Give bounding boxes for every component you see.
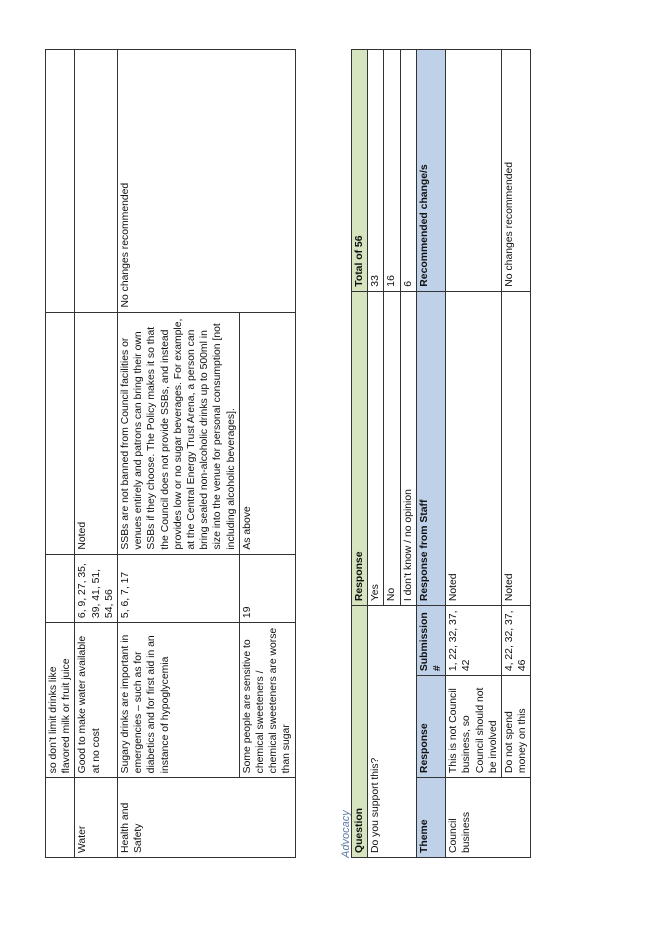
staff-response-cell: Noted bbox=[446, 291, 502, 605]
answer-label: I don’t know / no opinion bbox=[400, 291, 416, 605]
response-column-header: Response bbox=[416, 676, 445, 778]
answer-count: 33 bbox=[368, 50, 384, 292]
theme-cell bbox=[46, 778, 75, 858]
recommended-change-cell: No changes recommended bbox=[502, 50, 531, 292]
response-cell: Sugary drinks are important in emergencies – such as for diabetics and for first aid in an instance of hypoglycemia bbox=[118, 623, 240, 778]
table-row bbox=[46, 50, 75, 858]
response-header: Response bbox=[352, 291, 368, 605]
answer-label: No bbox=[384, 291, 400, 605]
submission-cell: 5, 6, 7, 17 bbox=[118, 554, 240, 622]
table-header-row bbox=[416, 50, 445, 858]
submission-cell bbox=[46, 554, 75, 622]
answer-count: 6 bbox=[400, 50, 416, 292]
recommended-change-cell bbox=[446, 50, 502, 292]
advocacy-table bbox=[351, 49, 531, 858]
response-cell: Good to make water available at no cost bbox=[75, 623, 118, 778]
answer-count: 16 bbox=[384, 50, 400, 292]
staff-response-cell: As above bbox=[239, 312, 295, 554]
theme-header: Theme bbox=[416, 778, 445, 858]
submission-header: Submission # bbox=[416, 606, 445, 676]
response-cell: Do not spend money on this bbox=[502, 676, 531, 778]
table-header-row bbox=[352, 50, 368, 858]
recommended-change-cell: No changes recommended bbox=[118, 50, 296, 313]
recommended-change-cell bbox=[46, 50, 75, 313]
theme-cell: Water bbox=[75, 778, 118, 858]
submission-cell: 4, 22, 32, 37, 46 bbox=[502, 606, 531, 676]
table-row bbox=[446, 50, 502, 858]
staff-response-cell bbox=[46, 312, 75, 554]
submission-cell: 1, 22, 32, 37, 42 bbox=[446, 606, 502, 676]
question-header: Question bbox=[352, 606, 368, 858]
total-header: Total of 56 bbox=[352, 50, 368, 292]
response-cell: Some people are sensitive to chemical sweeteners / chemical sweeteners are worse than sugar bbox=[239, 623, 295, 778]
table-row bbox=[118, 50, 240, 858]
table-row bbox=[502, 50, 531, 858]
submission-cell: 19 bbox=[239, 554, 295, 622]
response-cell: so don’t limit drinks like flavored milk or fruit juice bbox=[46, 623, 75, 778]
submissions-table bbox=[45, 49, 296, 858]
staff-response-header: Response from Staff bbox=[416, 291, 445, 605]
recommended-change-header: Recommended change/s bbox=[416, 50, 445, 292]
staff-response-cell: SSBs are not banned from Council facilities or venues entirely and patrons can bring their own SSBs if they choose. The Policy makes it so that the Council does not provide SSBs, and instead provides low or no sugar beverages. For example, at the Central Energy Trust Arena, a person can bring sealed non-alcoholic drinks up to 500ml in size into the venue for personal consumption [not including alcoholic beverages]. bbox=[118, 312, 240, 554]
question-cell: Do you support this? bbox=[368, 606, 417, 858]
response-cell: This is not Council business, so Council should not be involved bbox=[446, 676, 502, 778]
section-title: Advocacy bbox=[340, 810, 352, 858]
theme-cell: Health and Safety bbox=[118, 778, 296, 858]
staff-response-cell: Noted bbox=[75, 312, 118, 554]
staff-response-cell: Noted bbox=[502, 291, 531, 605]
theme-cell: Council business bbox=[446, 778, 531, 858]
answer-label: Yes bbox=[368, 291, 384, 605]
recommended-change-cell bbox=[75, 50, 118, 313]
table-row bbox=[368, 50, 384, 858]
table-row bbox=[75, 50, 118, 858]
submission-cell: 6, 9, 27, 35, 39, 41, 51, 54, 56 bbox=[75, 554, 118, 622]
